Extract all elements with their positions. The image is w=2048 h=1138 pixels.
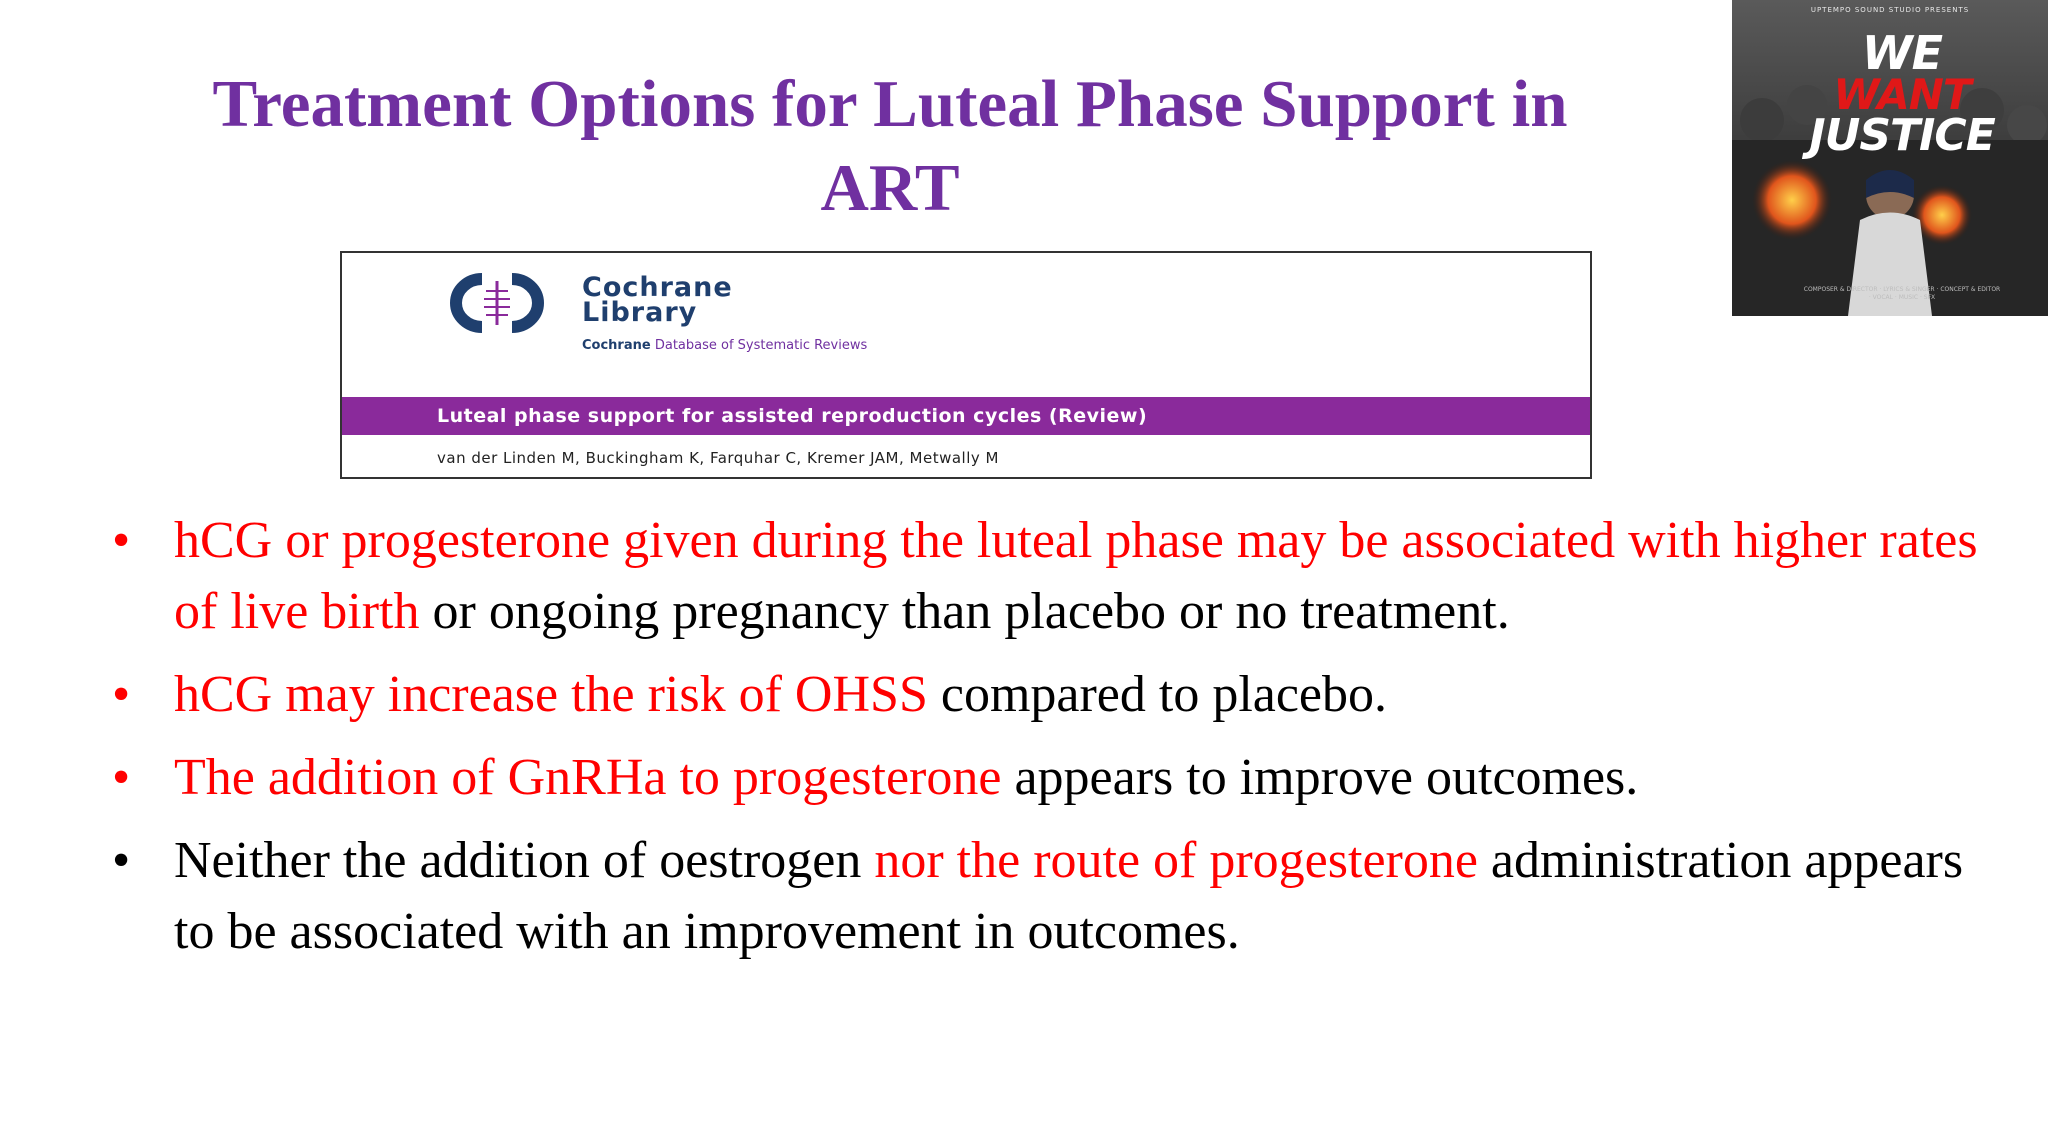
we-want-justice-poster: UPTEMPO SOUND STUDIO PRESENTS WE WANT JUSTICE COMPOSER & DIRECTOR · LYRICS & SINGER · CONCEPT & EDITOR · VOCAL · MUSIC · SFX	[1732, 0, 2048, 316]
review-title-bar: Luteal phase support for assisted reproduction cycles (Review)	[342, 397, 1590, 435]
bullet-item: • The addition of GnRHa to progesterone appears to improve outcomes.	[112, 742, 2012, 813]
bullet-dot-icon: •	[112, 666, 131, 723]
bullet-item: • Neither the addition of oestrogen nor the route of progesterone administration appears to be associated with an improvement in outcomes.	[112, 825, 2012, 967]
bullet-dot-icon: •	[112, 832, 131, 889]
bullet-dot-icon: •	[112, 749, 131, 806]
bullet-item: • hCG may increase the risk of OHSS compared to placebo.	[112, 659, 2012, 730]
review-authors: van der Linden M, Buckingham K, Farquhar C, Kremer JAM, Metwally M	[437, 449, 999, 467]
bullet-item: • hCG or progesterone given during the luteal phase may be associated with higher rates of live birth or ongoing pregnancy than placebo or no treatment.	[112, 505, 2012, 647]
bullet-list	[112, 505, 2012, 979]
bullet-dot-icon: •	[112, 512, 131, 569]
cochrane-logo-icon	[434, 273, 560, 333]
cochrane-database-label: Cochrane Database of Systematic Reviews	[582, 338, 868, 353]
slide-title: Treatment Options for Luteal Phase Support in ART	[212, 67, 1568, 225]
cochrane-library-name: Cochrane Library	[582, 272, 733, 328]
cochrane-review-banner	[340, 251, 1592, 479]
